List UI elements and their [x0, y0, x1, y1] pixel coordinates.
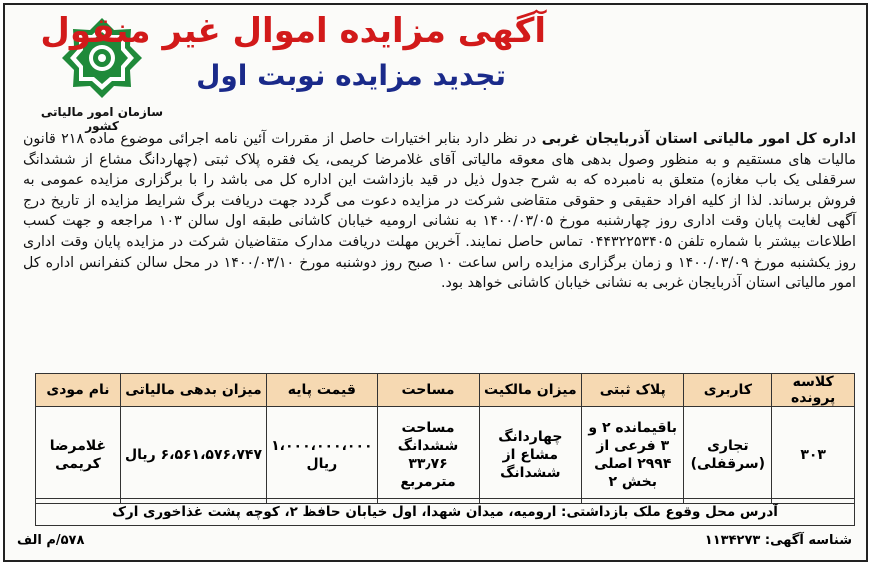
auction-table — [35, 373, 855, 504]
ad-id: شناسه آگهی: ۱۱۳۴۲۷۳ — [704, 533, 852, 548]
table-header: نام مودی — [36, 374, 121, 407]
table-header: میزان مالکیت — [479, 374, 582, 407]
table-header: میزان بدهی مالیاتی — [120, 374, 266, 407]
table-cell: باقیمانده ۲ و ۳ فرعی از ۲۹۹۴ اصلی بخش ۲ — [582, 407, 684, 504]
ad-subtitle: تجدید مزایده نوبت اول — [196, 59, 506, 92]
table-header: پلاک ثبتی — [582, 374, 684, 407]
ad-body — [23, 129, 856, 294]
table-cell: تجاری (سرقفلی) — [684, 407, 772, 504]
table-header: کاربری — [684, 374, 772, 407]
ad-page — [3, 3, 868, 562]
ad-body-text: در نظر دارد بنابر اختیارات حاصل از مقررات آئین نامه اجرائی موضوع ماده ۲۱۸ قانون مالیات های مستقیم و به منظور وصول بدهی های معوقه مالیاتی آقای غلامرضا کریمی، یک فقره پلاک ثبتی (چهاردانگ مشاع از ششدانگ سرقفلی یک باب مغازه) متعلق به نامبرده که به شرح جدول ذیل در قید بازداشت این اداره کل می باشد را با برگزاری مزایده عمومی به فروش برساند. لذا از کلیه افراد حقیقی و حقوقی متقاضی شرکت در مزایده دعوت می گردد جهت دریافت برگ شرایط مزایده از تاریخ درج آگهی لغایت پایان وقت اداری روز چهارشنبه مورخ ۱۴۰۰/۰۳/۰۵ به نشانی ارومیه خیابان کاشانی طبقه اول سالن ۱۰۳ مراجعه و جهت کسب اطلاعات بیشتر با شماره تلفن ۰۴۴۳۲۲۵۳۴۰۵ تماس حاصل نمایند. آخرین مهلت دریافت مدارک متقاضیان شرکت در مزایده پایان وقت اداری روز یکشنبه مورخ ۱۴۰۰/۰۳/۰۹ و زمان برگزاری مزایده راس ساعت ۱۰ صبح روز دوشنبه مورخ ۱۴۰۰/۰۳/۱۰ در محل سالن کنفرانس اداره کل امور مالیاتی استان آذربایجان غربی به نشانی خیابان کاشانی خواهد بود. — [23, 131, 856, 292]
table-header: کلاسه پرونده — [772, 374, 855, 407]
table-cell: چهاردانگ مشاع از ششدانگ — [479, 407, 582, 504]
ad-code: ۵۷۸/م الف — [17, 533, 85, 548]
table-cell: ۱،۰۰۰،۰۰۰،۰۰۰ ریال — [267, 407, 377, 504]
org-name: سازمان امور مالیاتی کشور — [40, 105, 164, 133]
table-row — [36, 407, 855, 504]
table-cell: ۳۰۳ — [772, 407, 855, 504]
ad-body-lead: اداره کل امور مالیاتی استان آذربایجان غربی — [541, 131, 857, 147]
table-cell: غلامرضا کریمی — [36, 407, 121, 504]
table-cell: مساحت ششدانگ ۳۳٫۷۶ مترمربع — [377, 407, 479, 504]
table-cell: ۶،۵۶۱،۵۷۶،۷۴۷ ریال — [120, 407, 266, 504]
table-header: مساحت — [377, 374, 479, 407]
property-address: آدرس محل وقوع ملک بازداشتی: ارومیه، میدان شهدا، اول خیابان حافظ ۲، کوچه پشت غذاخوری ارک — [35, 498, 855, 526]
table-header-row — [36, 374, 855, 407]
table-header: قیمت پایه — [267, 374, 377, 407]
ad-title: آگهی مزایده اموال غیر منقول — [40, 11, 546, 51]
